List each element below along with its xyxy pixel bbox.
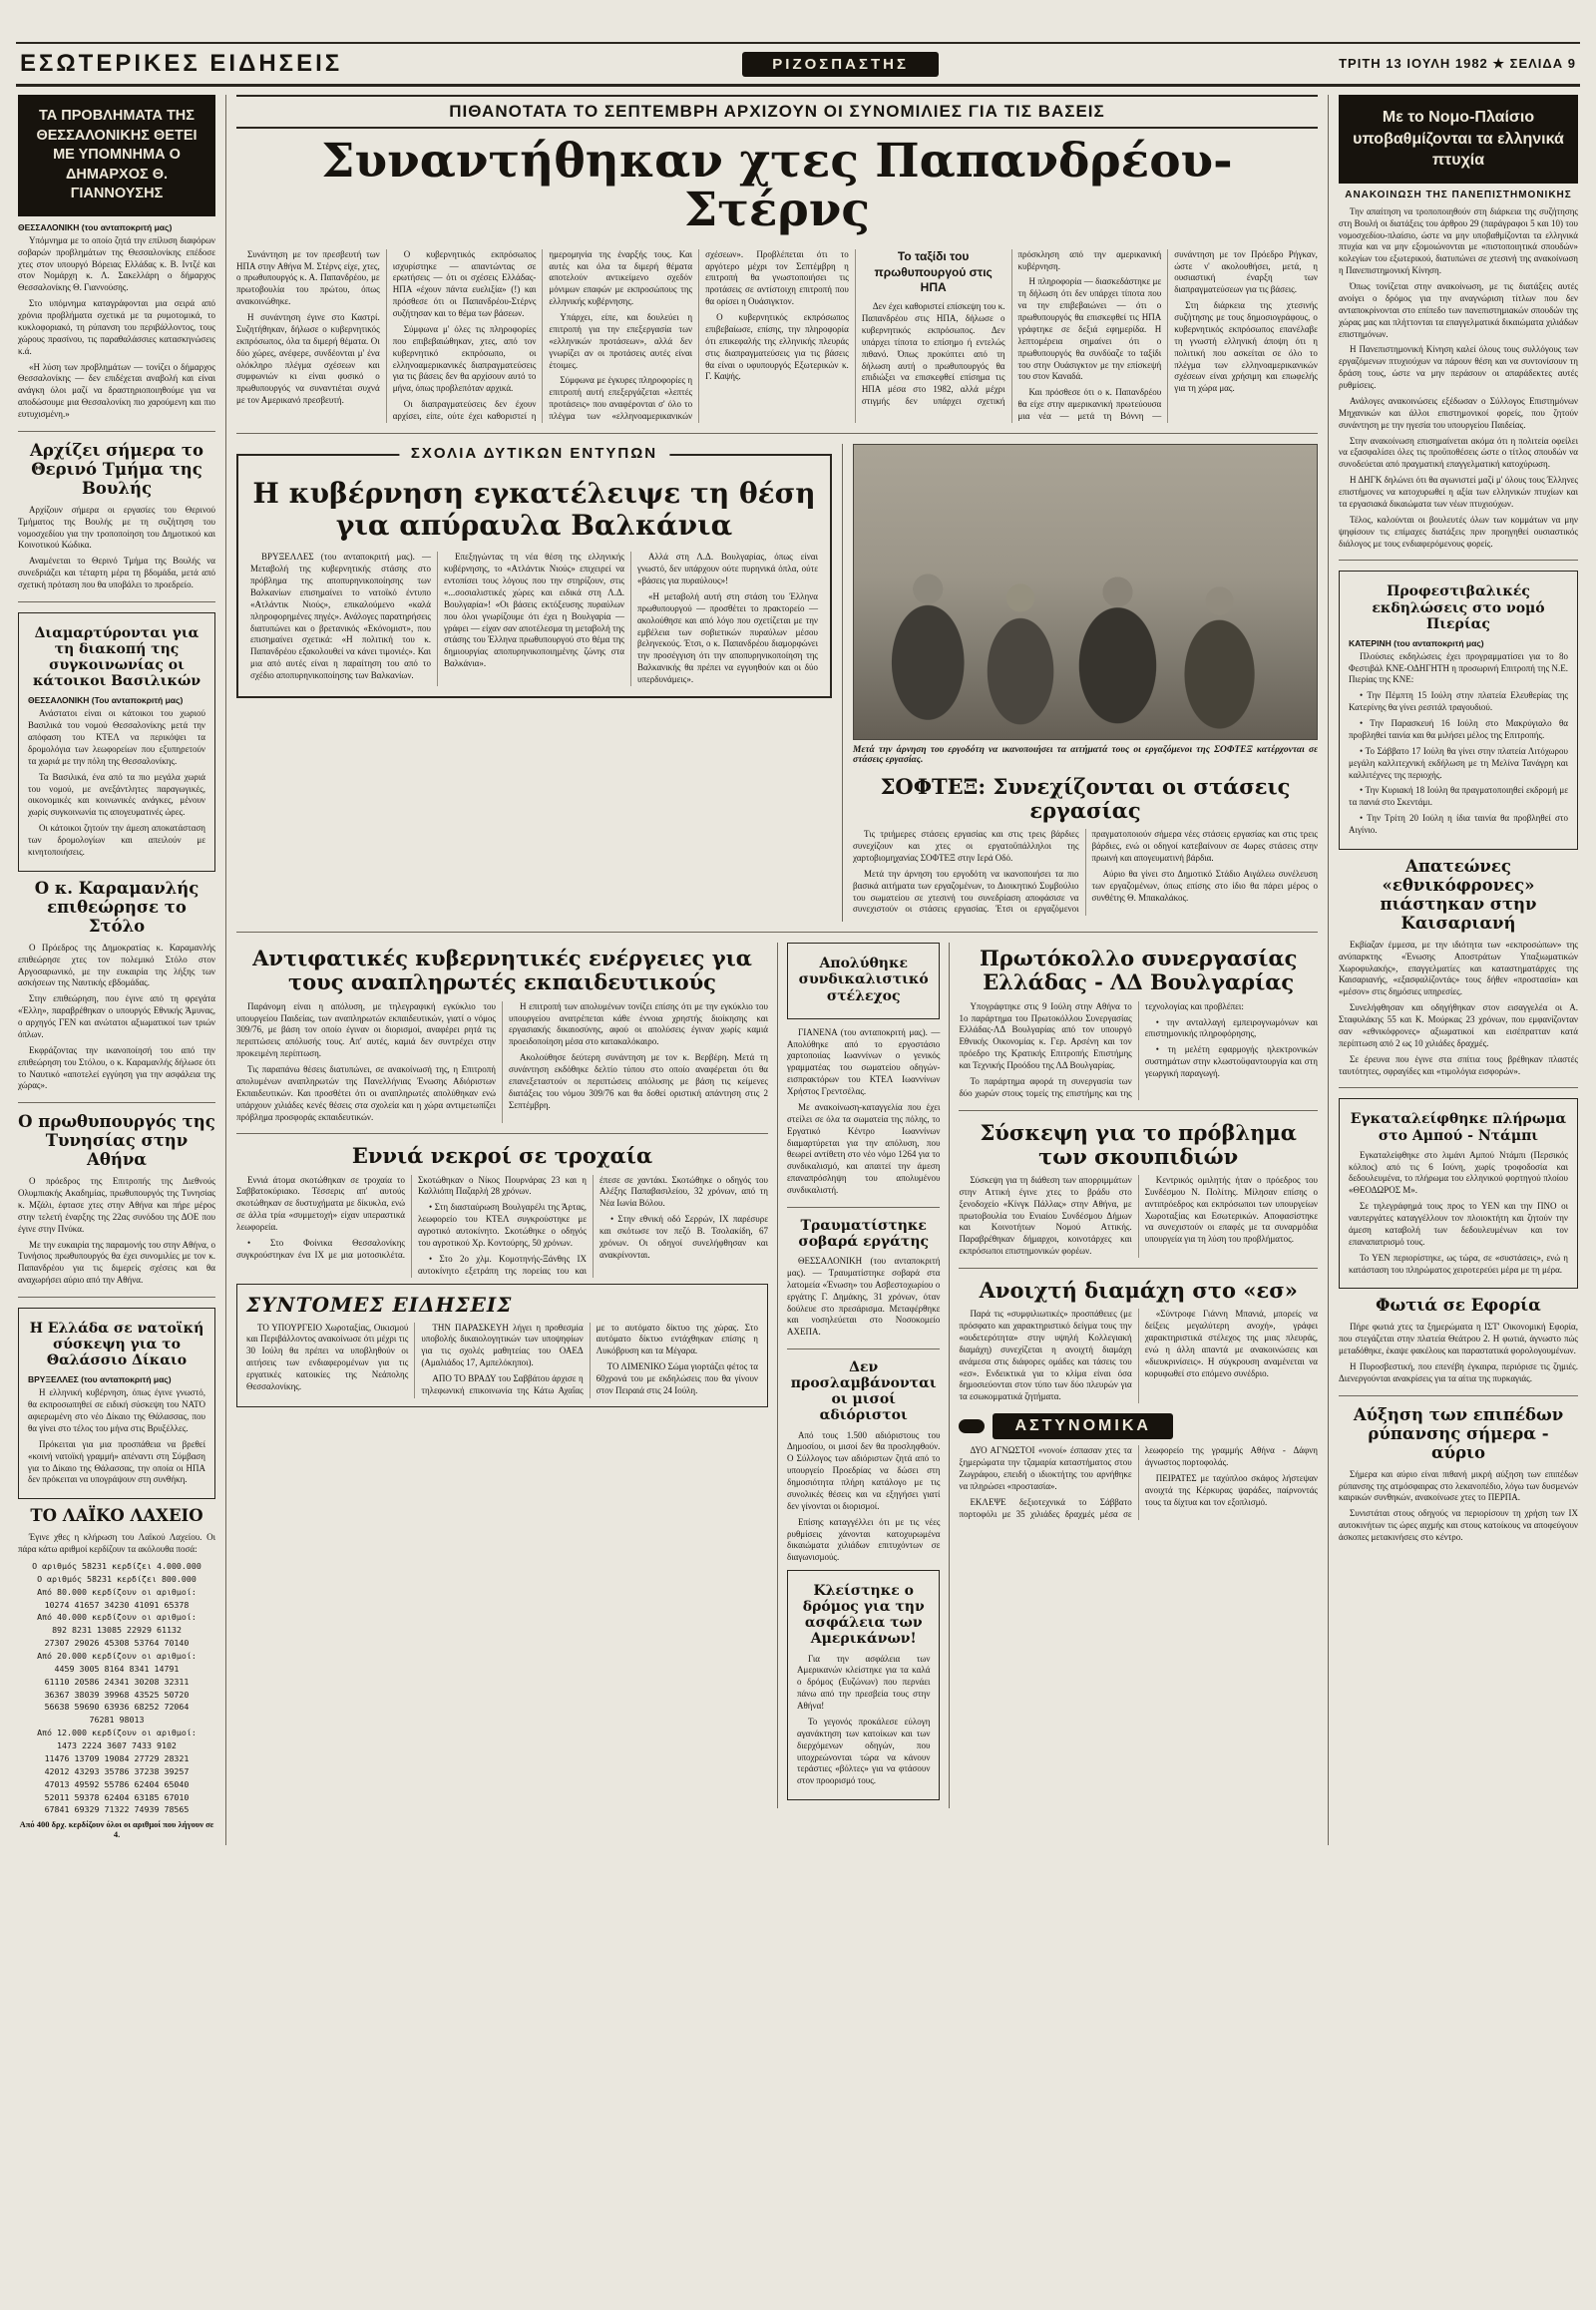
lottery-note: Από 400 δρχ. κερδίζουν όλοι οι αριθμοί που λήγουν σε 4. <box>19 1819 214 1840</box>
lottery-line: 56638 59690 63936 68252 72064 <box>44 1702 190 1713</box>
lottery-line: 10274 41657 34230 41091 65378 <box>44 1599 190 1610</box>
teachers-headline: Αντιφατικές κυβερνητικές ενέργειες για τους αναπληρωτές εκπαιδευτικούς <box>252 946 752 995</box>
paragraph: Η ελληνική κυβέρνηση, όπως έγινε γνωστό, θα εκπροσωπηθεί σε ειδική σύσκεψη του ΝΑΤΟ αφιερωμένη στο νέο Δίκαιο της Θάλασσας, που θα γίνει στο τέλος του μήνα στις Βρυξέλλες. <box>28 1387 205 1433</box>
paragraph: Επίσης καταγγέλλει ότι με τις νέες ρυθμίσεις χάνονται κατοχυρωμένα δικαιώματα χιλιάδων επιτυχόντων σε διαγωνισμούς. <box>787 1516 941 1563</box>
police-headline: ΑΣΤΥΝΟΜΙΚΑ <box>993 1413 1172 1439</box>
main-article-body <box>236 249 1318 423</box>
article-body <box>1349 651 1568 837</box>
paragraph: Έγινε χθες η κλήρωση του Λαϊκού Λαχείου. Οι πάρα κάτω αριθμοί κερδίζουν τα ακόλουθα ποσά: <box>18 1532 215 1555</box>
lottery-line: Από 12.000 κερδίζουν οι αριθμοί: <box>37 1728 197 1738</box>
paragraph: Με την ευκαιρία της παραμονής του στην Αθήνα, ο Τυνήσιος πρωθυπουργός θα έχει συνομιλίες με τον κ. Παπανδρέου για τις διμερείς σχέσεις και θα αναχωρήσει αύριο από την Αθήνα. <box>18 1239 215 1286</box>
lottery-line: 42012 43293 35786 37238 39257 <box>44 1765 190 1776</box>
article-body <box>236 1001 768 1124</box>
paragraph: Συνελήφθησαν και οδηγήθηκαν στον εισαγγελέα οι Α. Σταφυλάκης 55 και Κ. Μούρκας 23 χρόνων, που εμφανίζονταν σαν «εθνικόφρονες» αξιωματικοί και εισέπρατταν κατά περίπτωση από 2 ως 10 χιλιάδες δραχμές. <box>1339 1002 1578 1048</box>
paragraph: • την ανταλλαγή εμπειρογνωμόνων και επιστημονικής πληροφόρησης, <box>1144 1016 1318 1039</box>
police-items <box>959 1445 1318 1520</box>
lower-stack-right <box>950 943 1318 1808</box>
divider <box>18 431 215 432</box>
paragraph: Αλλά στη Λ.Δ. Βουλγαρίας, όπως είναι γνωστό, δεν υπάρχουν ούτε πυρηνικά όπλα, ούτε «βάσεις για πυραύλους»! <box>637 552 818 586</box>
paragraph: • Στη διασταύρωση Βουλγαρέλι της Άρτας, λεωφορείο του ΚΤΕΛ συγκρούστηκε με αγροτικό αυτοκίνητο. Σκοτώθηκε ο οδηγός του αγροτικού Χρ. Κοντούρης, 50 χρόνων. <box>418 1202 587 1248</box>
paragraph: Εννιά άτομα σκοτώθηκαν σε τροχαία το Σαββατοκύριακο. Τέσσερις απ' αυτούς σκοτώθηκαν σε δυστυχήματα με δίκυκλα, ενώ σε άλλα τρία «συμμετοχή» είχαν υπεραστικά λεωφορεία. <box>236 1174 405 1233</box>
lottery-line: 52011 59378 62404 63185 67010 <box>44 1791 190 1802</box>
fired-unionist-body <box>787 1027 940 1197</box>
article-vasilika <box>18 612 215 872</box>
paragraph: Την απαίτηση να τροποποιηθούν στη διάρκεια της συζήτησης στη Βουλή οι διατάξεις του άρθρου 29 (παράγραφοι 5 και 10) του νομοσχεδίου-πλαίσιο, ώστε να μην υποβαθμίζονται τα ελληνικά πτυχία και να μην εξομοιώνονται με «πιστοποιητικά σπουδών» κολεγίων του εξωτερικού, διατυπώνει σε χτεσινή της ανακοίνωση η Πανεπιστημονική Κίνηση. <box>1339 205 1578 276</box>
article-body <box>250 552 818 686</box>
divider <box>18 601 215 602</box>
paragraph: Αναμένεται το Θερινό Τμήμα της Βουλής να συνεδριάζει και τέταρτη μέρα τη βδομάδα, μετά από σχετική πρόταση που θα υποβάλει το προεδρείο. <box>18 556 215 590</box>
lower-stack-left <box>236 943 777 1808</box>
brief-news-items <box>246 1323 758 1399</box>
photo-caption: Μετά την άρνηση του εργοδότη να ικανοποιήσει τα αιτήματά τους οι εργαζόμενοι της ΣΟΦΤΕΞ κατέρχονται σε στάσεις εργασίας. <box>853 744 1318 765</box>
paragraph: Σήμερα και αύριο είναι πιθανή μικρή αύξηση των επιπέδων ρύπανσης της ατμόσφαιρας στο λεκανοπέδιο, λόγω των δυσμενών καιρικών συνθηκών, ανακοίνωσε χτες το ΠΕΡΠΑ. <box>1339 1468 1578 1503</box>
article-substitute-teachers <box>236 947 768 1123</box>
lower-stack-middle <box>777 943 950 1808</box>
divider <box>18 1297 215 1298</box>
article-bulgaria-protocol <box>959 947 1318 1099</box>
con-men-headline: Απατεώνες «εθνικόφρονες» πιάστηκαν στην Καισαριανή <box>1380 856 1537 933</box>
lottery-line: Από 80.000 κερδίζουν οι αριθμοί: <box>37 1586 197 1597</box>
mayor-memo-headline: ΤΑ ΠΡΟΒΛΗΜΑΤΑ ΤΗΣ ΘΕΣΣΑΛΟΝΙΚΗΣ ΘΕΤΕΙ ΜΕ ΥΠΟΜΝΗΜΑ Ο ΔΗΜΑΡΧΟΣ Θ. ΓΙΑΝΝΟΥΣΗΣ <box>18 95 215 216</box>
paragraph: Στη διάρκεια της χτεσινής συζήτησης με τους δημοσιογράφους, ο κυβερνητικός εκπρόσωπος επανέλαβε τη γνωστή ελληνική άποψη ότι η πολιτική που ασκείται σε όλο το πλέγμα των ελληνοαμερικανικών σχέσεων είναι χρήσιμη και επωφελής για τη χώρα μας. <box>1174 300 1318 394</box>
paragraph: Η συνάντηση έγινε στο Καστρί. Συζητήθηκαν, δήλωσε ο κυβερνητικός εκπρόσωπος, όλα τα διμερή θέματα. Οι δύο χώρες, ανέφερε, συνδέονται μ' ένα ολόκληρο πλέγμα σχέσεων και συμφωνιών κι είναι φυσικό ο πρωθυπουργός να συναντιέται συχνά με τον Αμερικανό πρεσβευτή. <box>236 312 380 406</box>
police-badge-icon <box>959 1419 985 1433</box>
article-closed-road <box>787 1570 940 1800</box>
fired-unionist-headline: Απολύθηκε συνδικαλιστικό στέλεχος <box>798 956 929 1004</box>
closed-road-headline: Κλείστηκε ο δρόμος για την ασφάλεια των Αμερικάνων! <box>802 1583 925 1648</box>
paragraph: Ο κυβερνητικός εκπρόσωπος επιβεβαίωσε, επίσης, την πληροφορία ότι επικεφαλής της ελληνικής πλευράς στις διαπραγματεύσεις για τις βάσεις θα είναι ο υφυπουργός Εξωτερικών κ. Γ. Καψής. <box>705 312 849 382</box>
paragraph: • Στο Φοίνικα Θεσσαλονίκης συγκρούστηκαν ένα ΙΧ με μια μοτοσικλέτα. Σκοτώθηκαν ο Νίκος Πουρνάρας 23 και η Καλλιόπη Παζαρλή 28 χρόνων. <box>236 1174 587 1260</box>
lottery-line: 1473 2224 3607 7433 9102 <box>57 1740 177 1751</box>
article-body <box>959 1175 1318 1258</box>
article-open-dispute <box>959 1279 1318 1403</box>
lottery-line: 11476 13709 19084 27729 28321 <box>44 1752 190 1763</box>
paragraph: Συνιστάται στους οδηγούς να περιορίσουν τη χρήση των ΙΧ αυτοκινήτων τις ώρες αιχμής και στους κατοίκους να αποφεύγουν άσκοπες μετακινήσεις στο κέντρο. <box>1339 1508 1578 1542</box>
paragraph: Από τους 1.500 αδιόριστους του Δημοσίου, οι μισοί δεν θα προσληφθούν. Ο Σύλλογος των αδιόριστων ζητά από το υπουργείο Προεδρίας να δώσει στη δημοσιότητα πλήρη κατάλογο με τις συνολικές θέσεις και να εξηγήσει γιατί δεν γίνονται οι διορισμοί. <box>787 1429 941 1511</box>
law-framework-announce: ΑΝΑΚΟΙΝΩΣΗ ΤΗΣ ΠΑΝΕΠΙΣΤΗΜΟΝΙΚΗΣ <box>1345 189 1572 200</box>
main-body-part-a <box>236 249 849 423</box>
divider <box>787 1348 940 1349</box>
paragraph: Τέλος, καλούνται οι βουλευτές όλων των κομμάτων να μην ψηφίσουν τις επίμαχες διατάξεις πριν προηγηθεί ουσιαστικός διάλογος με τους ενδιαφερόμενους φορείς. <box>1339 514 1578 549</box>
article-nine-dead-crashes <box>236 1144 768 1277</box>
paragraph: Τα Βασιλικά, ένα από τα πιο μεγάλα χωριά του νομού, με ανεξάντλητες παραγωγικές, οικονομικές και κοινωνικές ανάγκες, μένουν χωρίς συγκοινωνία τις απογευματινές ώρες. <box>28 771 205 818</box>
article-body <box>797 1654 930 1788</box>
paragraph: Η Πυροσβεστική, που επενέβη έγκαιρα, περιόρισε τις ζημιές. Διενεργούνται ανακρίσεις για τα αίτια της πυρκαγιάς. <box>1339 1360 1578 1383</box>
lottery-headline: ΤΟ ΛΑΪΚΟ ΛΑΧΕΙΟ <box>30 1506 203 1526</box>
paragraph: Αρχίζουν σήμερα οι εργασίες του Θερινού Τμήματος της Βουλής με τη συζήτηση του νομοσχεδίου για την τροποποίηση του Δημοτικού και Κοινοτικού Κώδικα. <box>18 504 215 551</box>
lottery-line: Από 40.000 κερδίζουν οι αριθμοί: <box>37 1612 197 1623</box>
paragraph: Το παράρτημα αφορά τη συνεργασία των δύο χωρών στους τομείς της επιστήμης και της τεχνολογίας και προβλέπει: <box>959 1000 1244 1098</box>
divider <box>959 1110 1318 1111</box>
lottery-line: Ο αριθμός 58231 κερδίζει 800.000 <box>37 1573 197 1584</box>
article-injured-worker <box>787 1218 940 1339</box>
sea-law-headline: Η Ελλάδα σε νατοϊκή σύσκεψη για το Θαλάσσιο Δίκαιο <box>29 1321 204 1369</box>
not-hired-headline: Δεν προσλαμβάνονται οι μισοί αδιόριστοι <box>790 1359 937 1424</box>
paragraph: Ανάλογες ανακοινώσεις εξέδωσαν ο Σύλλογος Επιστημόνων Μηχανικών και άλλοι επιστημονικοί φορείς, που ζητούν συνάντηση με την ηγεσία του υπουργείου Παιδείας. <box>1339 395 1578 430</box>
open-dispute-headline: Ανοιχτή διαμάχη στο «εσ» <box>979 1278 1298 1304</box>
paragraph: Δεν έχει καθοριστεί επίσκεψη του κ. Παπανδρέου στις ΗΠΑ, δήλωσε ο κυβερνητικός εκπρόσωπος. Δεν υπάρχει τίποτα το επίσημο ή εντελώς πιθανό. Όπως προκύπτει από τη δήλωση αυτή ο πρωθυπουργός θα επιδιώξει να επισκεφθεί επίσημα τις ΗΠΑ μέσα στο 1982, αλλά μέχρι στιγμής δεν υπάρχει σχετική πρόσκληση από την αμερικανική κυβέρνηση. <box>861 248 1162 407</box>
paragraph: Όπως τονίζεται στην ανακοίνωση, με τις διατάξεις αυτές ανοίγει ο δρόμος για την αναγνώριση τίτλων που δεν ανταποκρίνονται στο επίπεδο των πανεπιστημιακών σπουδών της χώρας μας και πλήττονται τα επαγγελματικά δικαιώματα χιλιάδων επιστημόνων. <box>1339 281 1578 339</box>
article-law-framework <box>1339 95 1578 550</box>
paragraph: Πρόκειται για μια προσπάθεια να βρεθεί «κοινή νατοϊκή γραμμή» απέναντι στη Σύμβαση για το Δίκαιο της Θάλασσας, την οποία οι ΗΠΑ δεν πρόκειται να υπογράψουν στη συνθήκη. <box>28 1438 205 1485</box>
article-sea-law <box>18 1308 215 1499</box>
police-item: ΠΕΙΡΑΤΕΣ με ταχύπλοο σκάφος λήστεψαν ανοιχτά της Κέρκυρας ψαράδες, παίρνοντάς τους τα δίχτυα και τον εξοπλισμό. <box>1144 1472 1318 1507</box>
fleet-headline: Ο κ. Καραμανλής επιθεώρησε το Στόλο <box>34 878 200 936</box>
article-abandoned-crew <box>1339 1098 1578 1289</box>
main-headline: Συναντήθηκαν χτες Παπανδρέου-Στέρνς <box>321 134 1233 238</box>
divider <box>236 932 1318 933</box>
vasilika-headline: Διαμαρτύρονται για τη διακοπή της συγκοινωνίας οι κάτοικοι Βασιλικών <box>32 624 201 690</box>
paragraph: Εγκαταλείφθηκε στο λιμάνι Αμπού Ντάμπι (Περσικός κόλπος) από τις 6 Ιούνη, χωρίς τροφοδοσία και δεδουλευμένα, το πλήρωμα του ελληνικού φορτηγού πλοίου «ΘΕΟΔΩΡΟΣ Μ». <box>1349 1149 1568 1196</box>
article-body <box>1339 940 1578 1078</box>
divider <box>236 1133 768 1134</box>
paragraph: Υπόμνημα με το οποίο ζητά την επίλυση διαφόρων σοβαρών προβλημάτων της Θεσσαλονίκης επέδοσε χτες στον υπουργό Βόρειας Ελλάδας κ. Β. Ιντζέ και στον Νομάρχη κ. Λ. Σακελλάρη ο δήμαρχος Θεσσαλονίκης Θ. Γιαννούσης. <box>18 234 215 293</box>
softex-strike-photo <box>853 444 1318 740</box>
parliament-headline: Αρχίζει σήμερα το Θερινό Τμήμα της Βουλής <box>30 440 203 498</box>
photo-column <box>842 444 1318 922</box>
lottery-line: 47013 49592 55786 62404 65040 <box>44 1778 190 1789</box>
paragraph: Κεντρικός ομιλητής ήταν ο πρόεδρος του Συνδέσμου Ν. Πολίτης. Μίλησαν επίσης ο αντιπρόεδρος και εκπρόσωποι των υπουργείων Χωροταξίας και Εσωτερικών. Αποφασίστηκε να συνεχιστούν οι επαφές με τα συναρμόδια υπουργεία για τη λύση του προβλήματος. <box>1144 1174 1318 1245</box>
page-dateline: ΤΡΙΤΗ 13 ΙΟΥΛΗ 1982 ★ ΣΕΛΙΔΑ 9 <box>1339 56 1576 71</box>
lottery-line: 61110 20586 24341 30208 32311 <box>44 1676 190 1687</box>
lottery-line: Από 20.000 κερδίζουν οι αριθμοί: <box>37 1651 197 1662</box>
divider <box>787 1207 940 1208</box>
divider <box>959 1268 1318 1269</box>
subhead-us-trip: Το ταξίδι του πρωθυπουργού στις ΗΠΑ <box>874 248 993 295</box>
article-mayor-memo <box>18 95 215 421</box>
paragraph: Στην επιθεώρηση, που έγινε από τη φρεγάτα «Έλλη», παραβρέθηκαν ο υπουργός Εθνικής Άμυνας, ο αρχηγός ΓΕΝ και ανώτατοι αξιωματικοί των τριών όπλων. <box>18 993 215 1039</box>
dateline: ΘΕΣΣΑΛΟΝΙΚΗ (του ανταποκριτή μας) <box>18 221 173 232</box>
article-con-men <box>1339 858 1578 1078</box>
center-column <box>225 95 1329 1845</box>
article-tax-office-fire <box>1339 1297 1578 1384</box>
divider <box>1339 1395 1578 1396</box>
page-header <box>16 42 1580 87</box>
article-body <box>18 235 215 421</box>
lottery-line: Ο αριθμός 58231 κερδίζει 4.000.000 <box>32 1561 201 1572</box>
lottery-line: 36367 38039 39968 43525 50720 <box>44 1689 190 1700</box>
paragraph: Η ΔΗΓΚ δηλώνει ότι θα αγωνιστεί μαζί μ' όλους τους Έλληνες επιστήμονες να κατοχυρωθεί η αξία των ελληνικών πτυχίων και τα εργασιακά δικαιώματα των νέων πτυχιούχων. <box>1339 475 1578 509</box>
garbage-headline: Σύσκεψη για το πρόβλημα των σκουπιδιών <box>980 1119 1297 1169</box>
paragraph: Η επιτροπή των απολυμένων τονίζει επίσης ότι με την εγκύκλιο του υπουργείου ανατρέπεται κάθε έννοια χρηστής διοίκησης και εργασιακής δικαιοσύνης, αφού οι απολύσεις έγιναν χωρίς καμιά προειδοποίηση μέσα στο κατακαλόκαιρο. <box>509 1000 768 1047</box>
article-body <box>18 943 215 1093</box>
article-garbage-meeting <box>959 1121 1318 1258</box>
article-body <box>1339 1469 1578 1544</box>
news-photo-figure <box>853 444 1318 765</box>
article-body <box>28 708 205 859</box>
paragraph: Οι κάτοικοι ζητούν την άμεση αποκατάσταση των δρομολογίων και απειλούν με κινητοποιήσεις. <box>28 823 205 857</box>
paragraph: Με ανακοίνωση-καταγγελία που έχει στείλει σε όλα τα σωματεία της πόλης, το Εργατικό Κέντρο Ιωαννίνων διαμαρτύρεται για την απόλυση, που θεωρεί αντίθετη στο νέο νόμο 1264 για το συνδικαλισμό, και απαιτεί την άμεση επαναπρόσληψη του απολυμένου συνδικαλιστή. <box>787 1101 941 1195</box>
lottery-numbers-table <box>18 1560 215 1816</box>
paragraph: Παρά τις «συμφιλιωτικές» προσπάθειες (με πρόσφατο και χαρακτηριστικό δείγμα τους την «ουδετερότητα» στην υψηλή Κολλεγιακή διαμάχη) συνεχίζεται η ανοιχτή διαμάχη ανάμεσα στις διάφορες ομάδες και τάσεις του «εσ». Ενδεικτικά για το κλίμα είναι όσα δημοσιεύονται στον τύπο των δύο πλευρών για τα εσωκομματικά ζητήματα. <box>959 1309 1132 1402</box>
abandoned-crew-headline: Εγκαταλείφθηκε πλήρωμα στο Αμπού - Ντάμπι <box>1350 1111 1567 1144</box>
paragraph: Σύμφωνα με έγκυρες πληροφορίες η επιτροπή αυτή επεξεργάζεται «λεπτές προτάσεις» που αναφέρονται σ' όλο το πλέγμα των «ελληνοαμερικανικών σχέσεων». Προβλέπεται ότι το αργότερο μέχρι τον Σεπτέμβρη η επιτροπή θα γνωστοποιήσει τις προτάσεις σε αντίστοιχη επιτροπή που θα ορίσει η Ουάσιγκτον. <box>549 248 849 422</box>
lottery-line: 76281 98013 <box>89 1715 145 1726</box>
paragraph: Ο πρόεδρος της Επιτροπής της Διεθνούς Ολυμπιακής Ακαδημίας, πρωθυπουργός της Τυνησίας κ. Μζάλι, έφτασε χτες στην Αθήνα και πήρε μέρος στην τελετή έναρξης της 22ας συνόδου της ΔΟΕ που έγινε στην Πνύκα. <box>18 1176 215 1234</box>
center-row-lower <box>236 943 1318 1808</box>
paragraph: ΒΡΥΞΕΛΛΕΣ (του ανταποκριτή μας). — Μεταβολή της κυβερνητικής στάσης στο πρόβλημα της αποπυρηνικοποίησης των Βαλκανίων επισημαίνει το νατοϊκό έντυπο «Ατλάντικ Νιούς», επικαλούμενο «καλά πληροφορημένες πηγές». Ανάλογες παρατηρήσεις διατυπώνει και ο βρετανικός «Εκόνομιστ», που επισημαίνει σχετικά: «Η πολιτική του κ. Παπανδρέου εξακολουθεί να κάνει τιμονιές». Και μια από αυτές είναι η παραίτηση του από το σχέδιο αποπυρηνικοποίησης των Βαλκανίων. <box>250 552 431 681</box>
paragraph: Η πληροφορία — διασκεδάστηκε με τη δήλωση ότι δεν υπάρχει τίποτα που να την επιβεβαιώνει — ότι ο πρωθυπουργός θα επισκεφθεί τις ΗΠΑ γράφτηκε σε δεξιά εφημερίδα. Η λεπτομέρεια σημαίνει ότι ο πρωθυπουργός θα συνδύαζε το ταξίδι του στην Ουάσιγκτον με την επίσκεψή του στον Καναδά. <box>1017 276 1162 382</box>
dateline: ΘΕΣΣΑΛΟΝΙΚΗ (Του ανταποκριτή μας) <box>28 695 184 706</box>
paragraph: ΓΙΑΝΕΝΑ (του ανταποκριτή μας). — Απολύθηκε από το εργοστάσιο χαρτοποιίας Ιωαννίνων ο γενικός γραμματέας του σωματείου οδηγών-εισπρακτόρων του ΚΤΕΛ Ιωαννίνων Χρήστος Γρεντσέλας. <box>787 1026 941 1096</box>
tunisia-headline: Ο πρωθυπουργός της Τυνησίας στην Αθήνα <box>18 1112 215 1170</box>
article-body <box>18 505 215 591</box>
paragraph: Επεξηγώντας τη νέα θέση της ελληνικής κυβέρνησης, το «Ατλάντικ Νιούς» επιχειρεί να εντοπίσει τους λόγους που την στηρίζουν, στις «...σοσιαλιστικές χώρες και ειδικά στη Λ.Δ. Βουλγαρία»! «Οι βάσεις εκτόξευσης πυραύλων που όλοι γνωρίζουμε ότι έχει η Βουλγαρία — γράφει — είχαν σαν αποτέλεσμα τη μεταβολή της στάσης του Έλληνα πρωθυπουργού στο θέμα της δημιουργίας αποπυρηνικοποιημένης ζώνης στα Βαλκάνια». <box>444 552 624 669</box>
paragraph: Ακολούθησε δεύτερη συνάντηση με τον κ. Βερβέρη. Μετά τη συνάντηση εκδόθηκε δελτίο τύπου στο οποίο αναφέρεται ότι θα επανεξεταστούν οι περιπτώσεις απόλυσης με βάση τις κείμενες διατάξεις του νόμου 309/76 και θα δοθεί οριστική απάντηση στις 2 Σεπτέμβρη. <box>509 1052 768 1110</box>
softex-headline: ΣΟΦΤΕΞ: Συνεχίζονται οι στάσεις εργασίας <box>880 773 1291 824</box>
law-framework-headline: Με το Νομο-Πλαίσιο υποβαθμίζονται τα ελληνικά πτυχία <box>1339 95 1578 184</box>
nine-dead-headline: Εννιά νεκροί σε τροχαία <box>351 1143 653 1169</box>
injured-worker-headline: Τραυματίστηκε σοβαρά εργάτης <box>798 1217 930 1250</box>
left-column <box>16 95 225 1845</box>
paragraph: Το ΥΕΝ περιορίστηκε, ως τώρα, σε «συστάσεις», ενώ η κατάσταση του πληρώματος χειροτερεύει μέρα με τη μέρα. <box>1349 1252 1568 1275</box>
western-press-column <box>236 444 842 922</box>
article-lottery <box>18 1507 215 1839</box>
paragraph: Οι διαπραγματεύσεις δεν έχουν αρχίσει, είπε, ούτε έχει καθοριστεί η ημερομηνία της έναρξής τους. Και αυτές και όλα τα διμερή θέματα αποτελούν αντικείμενο σχεδόν μόνιμων επαφών με εκπροσώπους της ελληνικής κυβέρνησης. <box>392 248 693 422</box>
police-item: ΕΚΛΕΨΕ δεξιοτεχνικά το Σάββατο πορτοφόλι με 35 χιλιάδες δραχμές μέσα σε λεωφορείο της γραμμής Αθήνα - Δάφνη άγνωστος πορτοφολάς. <box>959 1445 1318 1519</box>
tax-fire-headline: Φωτιά σε Εφορία <box>1376 1296 1541 1316</box>
paragraph: • Την Κυριακή 18 Ιούλη θα πραγματοποιηθεί εκδρομή με τα πανιά στο Σκεντάμι. <box>1349 785 1568 808</box>
paragraph: Τις παραπάνω θέσεις διατυπώνει, σε ανακοίνωσή της, η Επιτροπή απολυμένων αναπληρωτών της Πανελλήνιας Ένωσης Αδιόριστων Εκπαιδευτικών. Και προσθέτει ότι οι αναπληρωτές απολύθηκαν ενώ υπάρχουν χιλιάδες κενές θέσεις στα σχολεία και η χώρα αντιμετωπίζει πρόβλημα προσφοράς εκπαιδευτικών. <box>236 1064 496 1122</box>
article-pollution-levels <box>1339 1406 1578 1544</box>
lottery-line: 27307 29026 45308 53764 70140 <box>44 1638 190 1649</box>
lottery-line: 4459 3005 8164 8341 14791 <box>54 1663 180 1674</box>
paragraph: Πήρε φωτιά χτες τα ξημερώματα η ΙΣΤ' Οικονομική Εφορία, που στεγάζεται στην πλατεία Θεάτρου 2. Η φωτιά, άγνωστο πώς μεταδόθηκε, έκαψε φακέλους και παραστατικά φορολογουμένων. <box>1339 1322 1578 1356</box>
article-tunisia-pm <box>18 1113 215 1287</box>
masthead-title: ΡΙΖΟΣΠΑΣΤΗΣ <box>742 52 939 77</box>
western-press-headline: Η κυβέρνηση εγκατέλειψε τη θέση για απύραυλα Βαλκάνια <box>252 476 816 543</box>
section-title: ΕΣΩΤΕΡΙΚΕΣ ΕΙΔΗΣΕΙΣ <box>20 50 343 77</box>
paragraph: Συνάντηση με τον πρεσβευτή των ΗΠΑ στην Αθήνα Μ. Στέρνς είχε, χτες, ο πρωθυπουργός κ. Α. Παπανδρέου, με πρωτοβουλία του πρώτου, όπως ανακοινώθηκε. <box>236 248 380 307</box>
article-softex-strike <box>853 775 1318 916</box>
divider <box>1339 1087 1578 1088</box>
lottery-line: 892 8231 13085 22929 61132 <box>52 1625 182 1636</box>
right-column <box>1329 95 1580 1845</box>
pollution-headline: Αύξηση των επιπέδων ρύπανσης σήμερα - αύριο <box>1353 1404 1564 1462</box>
paragraph: • Την Τρίτη 20 Ιούλη η ίδια ταινία θα προβληθεί στο Αιγίνιο. <box>1349 813 1568 836</box>
paragraph: Υπάρχει, είπε, και δουλεύει η επιτροπή για την επεξεργασία των «ελληνικών προτάσεων», αλλά δεν γνωρίζει αν οι προτάσεις αυτές είναι έτοιμες. <box>549 312 693 370</box>
article-body <box>853 829 1318 916</box>
article-papandreou-sterns <box>236 95 1318 423</box>
paragraph: Τις τριήμερες στάσεις εργασίας και στις τρεις βάρδιες συνεχίζουν και χτες οι εργατοϋπάλληλοι της χαρτοβιομηχανίας ΣΟΦΤΕΞ στην Ιερά Οδό. <box>853 829 1079 863</box>
brief-news-item: ΤΟ ΛΙΜΕΝΙΚΟ Σώμα γιορτάζει φέτος τα 60χρονά του με εκδηλώσεις που θα γίνουν στον Πειραιά στις 24 Ιούλη. <box>596 1361 758 1395</box>
paragraph: • Το Σάββατο 17 Ιούλη θα γίνει στην πλατεία Λιτόχωρου μεγάλη καλλιτεχνική εκδήλωση με τη Μελίνα Τανάγρη και καλλιτέχνες της περιοχής. <box>1349 745 1568 780</box>
protocol-headline: Πρωτόκολλο συνεργασίας Ελλάδας - ΛΔ Βουλγαρίας <box>980 946 1298 995</box>
paragraph: • Στην εθνική οδό Σερρών, ΙΧ παρέσυρε και σκότωσε τον πεζό Β. Τσολακίδη, 67 χρόνων. Οι οδηγοί συνελήφθησαν και ανακρίνονται. <box>599 1214 768 1260</box>
paragraph: Υπογράφτηκε στις 9 Ιούλη στην Αθήνα το 1ο παράρτημα του Πρωτοκόλλου Συνεργασίας Ελλάδας-ΛΔ Βουλγαρίας από τον υπουργό Εθνικής Οικονομίας κ. Γερ. Αρσένη και τον πρόεδρο της Κρατικής Επιτροπής Επιστήμης και Τεχνικής Προόδου της ΛΔ Βουλγαρίας. <box>959 1000 1132 1070</box>
police-item: ΔΥΟ ΑΓΝΩΣΤΟΙ «νονοί» έσπασαν χτες τα ξημερώματα την τζαμαρία καταστήματος στου Ζωγράφου, επειδή ο ιδιοκτήτης του αρνήθηκε να πληρώσει «προστασία». <box>959 1445 1132 1491</box>
article-body <box>787 1430 940 1565</box>
dateline: ΒΡΥΞΕΛΛΕΣ (του ανταποκριτή μας) <box>28 1374 172 1385</box>
article-parliament <box>18 442 215 591</box>
article-body <box>959 1309 1318 1403</box>
article-body <box>959 1001 1318 1100</box>
paragraph: Ο Πρόεδρος της Δημοκρατίας κ. Καραμανλής επιθεώρησε χτες τον πολεμικό Στόλο στον Αργοσαρωνικό, με την ευκαιρία της λήξης των ασκήσεων της Ναυτικής εβδομάδας. <box>18 942 215 988</box>
paragraph: Και πρόσθεσε ότι ο κ. Παπανδρέου θα είχε στην αμερικανική πρωτεύουσα μια νέα — μετά τη Βόννη — συνάντηση με τον Πρόεδρο Ρήγκαν, ώστε ν' ακολουθήσει, μετά, η ουσιαστική έναρξη των διαπραγματεύσεων για τις βάσεις. <box>1017 248 1318 422</box>
paragraph: Σύσκεψη για τη διάθεση των απορριμμάτων στην Αττική έγινε χτες το βράδυ στο ξενοδοχείο «Κίνγκ Πάλλας» στην Αθήνα, με πρωτοβουλία του Ενιαίου Συνδέσμου Δήμων και Κοινοτήτων Νομού Αττικής. Παραβρέθηκαν δήμαρχοι, κοινοτάρχες και εκπρόσωποι επιστημονικών φορέων. <box>959 1174 1132 1257</box>
paragraph: «Η μεταβολή αυτή στη στάση του Έλληνα πρωθυπουργού — προσθέτει το πρακτορείο — ακολούθησε και από λόγο που σχετίζεται με την εμβέλεια των σοβιετικών πυραύλων μέσου βεληνεκούς. Έτσι, ο κ. Παπανδρέου διαμορφώνει την προσέγγιση ότι την αποπυρηνικοποίηση της Βαλκανικής θα πρέπει να εγγυηθούν και οι δύο υπερδυνάμεις». <box>637 590 818 685</box>
paragraph: Στην ανακοίνωση επισημαίνεται ακόμα ότι η πολιτεία οφείλει να εξασφαλίσει όλες τις προϋποθέσεις ώστε ο τίτλος σπουδών να συνοδεύεται από πραγματική επαγγελματική κατοχύρωση. <box>1339 435 1578 470</box>
article-body <box>236 1175 768 1278</box>
paragraph: «Η λύση των προβλημάτων — τονίζει ο δήμαρχος Θεσσαλονίκης — δεν επιδέχεται αναβολή και είναι ανάγκη όλοι μαζί να δραστηριοποιηθούμε για να αποδώσουμε μια Θεσσαλονίκη πιο χαρούμενη και πιο ευτυχισμένη.» <box>18 361 215 420</box>
paragraph: Εκφράζοντας την ικανοποίησή του από την επιθεώρηση του Στόλου, ο κ. Καραμανλής δήλωσε ότι το Ναυτικό «αποτελεί εγγύηση για την ασφάλεια της χώρας». <box>18 1044 215 1091</box>
article-festival-events <box>1339 571 1578 850</box>
paragraph: «Σύντροφε Γιάννη Μπανιά, μπορείς να δείξεις μεγαλύτερη ανοχή», γράφει χαρακτηριστικά στέλεχος της μιας πλευράς, ενώ η άλλη απαντά με ανακοινώσεις και «διευκρινίσεις». Η σύγκρουση αναμένεται να κορυφωθεί στο επόμενο συνέδριο. <box>1144 1309 1318 1378</box>
brief-news-box <box>236 1284 768 1408</box>
article-body <box>1339 1322 1578 1384</box>
paragraph: • Στο 2ο χλμ. Κομοτηνής-Ξάνθης ΙΧ αυτοκίνητο εξετράπη της πορείας του και έπεσε σε χαντάκι. Σκοτώθηκε ο οδηγός του Αλέξης Παπαβασιλείου, 32 χρόνων, από τη Νέα Ιωνία Βόλου. <box>418 1174 768 1276</box>
paragraph: Σε τηλεγράφημά τους προς το ΥΕΝ και την ΠΝΟ οι ναυτεργάτες καταγγέλλουν τον πλοιοκτήτη και ζητούν την άμεση καταβολή των δεδουλευμένων και τον επαναπατρισμό τους. <box>1349 1201 1568 1247</box>
lottery-intro <box>18 1532 215 1556</box>
article-western-press <box>236 444 832 698</box>
article-body <box>787 1256 940 1339</box>
article-body <box>1339 206 1578 551</box>
paragraph: • Την Παρασκευή 16 Ιούλη στο Μακρύγιαλο θα προβληθεί ταινία και θα μιλήσει μέλος της Επιτροπής. <box>1349 718 1568 740</box>
paragraph: Εκβίαζαν έμμεσα, με την ιδιότητα των «εκπροσώπων» της ανύπαρκτης «Ένωσης Αποστράτων Υπαξιωματικών Χωροφυλακής», επαγγελματίες και καταστηματάρχες της Καισαριανής, «εξασφαλίζοντάς» τους δήθεν «προστασία» και «μέσον» στις δημόσιες υπηρεσίες. <box>1339 939 1578 997</box>
article-body <box>28 1387 205 1486</box>
paragraph: Σε έρευνα που έγινε στα σπίτια τους βρέθηκαν πλαστές ταυτότητες, σφραγίδες και «τιμολόγια εισφορών». <box>1339 1053 1578 1076</box>
paragraph: Αύριο θα γίνει στο Δημοτικό Στάδιο Αιγάλεω συνέλευση των εργαζομένων, όπως επίσης στο ίδιο θα πάρει μέρος ο συνθέτης Θ. Μπακαλάκος. <box>1091 868 1318 903</box>
paragraph: Παράνομη είναι η απόλυση, με τηλεγραφική εγκύκλιο του υπουργείου Παιδείας, των αναπληρωτών εκπαιδευτικών, γιατί ο νόμος 309/76, με βάση τον οποίο έγιναν οι διορισμοί, αναφέρει ρητά τις περιπτώσεις απόλυσής τους. Απ' αυτές, καμιά δεν συντρέχει στην προκειμένη περίπτωση. <box>236 1000 496 1059</box>
paragraph: • τη μελέτη εφαρμογής ηλεκτρονικών συστημάτων στην κλωστοϋφαντουργία και στη γεωργική παραγωγή. <box>1144 1044 1318 1078</box>
paragraph: Ανάστατοι είναι οι κάτοικοι του χωριού Βασιλικά του νομού Θεσσαλονίκης μετά την απόφαση του ΚΤΕΛ να περικόψει τα δρομολόγια των λεωφορείων που εξυπηρετούν τα χωριά με την πόλη της Θεσσαλονίκης. <box>28 708 205 766</box>
brief-news-item: ΤΗΝ ΠΑΡΑΣΚΕΥΗ λήγει η προθεσμία υποβολής δικαιολογητικών των υποψηφίων για τις σχολές μαθητείας του ΟΑΕΔ (Αμαλιάδος 17, Αμπελόκηποι). <box>421 1322 584 1368</box>
brief-news-headline: ΣΥΝΤΟΜΕΣ ΕΙΔΗΣΕΙΣ <box>246 1292 513 1317</box>
brief-news-item: ΑΠΟ ΤΟ ΒΡΑΔΥ του Σαββάτου άρχισε η τηλεφωνική επικοινωνία της Κάτω Αχαΐας με το αυτόματο δίκτυο της χώρας. Στο αυτόματο δίκτυο εντάχθηκαν επίσης η Λυκόβρυση και τα Μέγαρα. <box>421 1322 758 1395</box>
article-body <box>1349 1150 1568 1277</box>
paragraph: Η Πανεπιστημονική Κίνηση καλεί όλους τους συλλόγους των εργαζόμενων πτυχιούχων να πάρουν θέση και να συντονίσουν τη δράση τους, ώστε να μην περάσουν οι απαράδεκτες αυτές ρυθμίσεις. <box>1339 344 1578 391</box>
paragraph: Για την ασφάλεια των Αμερικανών κλείστηκε για τα καλά ο δρόμος (Ευζώνων) που περνάει πάνω από την πρεσβεία τους στην Αθήνα! <box>797 1653 931 1712</box>
article-fleet-review <box>18 880 215 1092</box>
paragraph: Το γεγονός προκάλεσε εύλογη αγανάκτηση των κατοίκων και των διερχόμενων οδηγών, που υποχρεώνονται τώρα να κάνουν τεράστιες «βόλτες» για να φτάσουν στον προορισμό τους. <box>797 1716 931 1786</box>
festival-headline: Προφεστιβαλικές εκδηλώσεις στο νομό Πιερίας <box>1372 583 1545 632</box>
paragraph: Ο κυβερνητικός εκπρόσωπος ισχυρίστηκε — απαντώντας σε ερωτήσεις — ότι οι σχέσεις Ελλάδας-ΗΠΑ «έχουν πάντα ευελιξία» (!) και πρόσθεσε ότι οι Παπανδρέου-Στέρνς συζήτησαν και το θέμα των βάσεων. <box>392 248 537 319</box>
paragraph: Στο υπόμνημα καταγράφονται μια σειρά από χρόνια προβλήματα σχετικά με τα ρυμοτομικά, το κυκλοφοριακό, τη ρύπανση του περιβάλλοντος, τους χώρους πρασίνου, τις παραθαλάσσιες κατασκηνώσεις κ.ά. <box>18 298 215 356</box>
page-content <box>16 95 1580 1845</box>
western-press-box-label: ΣΧΟΛΙΑ ΔΥΤΙΚΩΝ ΕΝΤΥΠΩΝ <box>399 445 669 462</box>
dateline: ΚΑΤΕΡΙΝΗ (του ανταποκριτή μας) <box>1349 637 1484 648</box>
article-fired-unionist <box>787 943 940 1018</box>
paragraph: Πλούσιες εκδηλώσεις έχει προγραμματίσει για το 8ο Φεστιβάλ ΚΝΕ-ΟΔΗΓΗΤΗ η προσωρινή Επιτροπή της Ν.Ε. Πιερίας της ΚΝΕ: <box>1349 650 1568 685</box>
lottery-line: 67841 69329 71322 74939 78565 <box>44 1804 190 1815</box>
center-row-press-photo <box>236 444 1318 922</box>
divider <box>236 433 1318 434</box>
police-section-header <box>959 1413 1318 1439</box>
paragraph: • Την Πέμπτη 15 Ιούλη στην πλατεία Ελευθερίας της Κατερίνης θα γίνει ρεσιτάλ τραγουδιού. <box>1349 690 1568 713</box>
brief-news-item: ΤΟ ΥΠΟΥΡΓΕΙΟ Χωροταξίας, Οικισμού και Περιβάλλοντος ανακοίνωσε ότι μέχρι τις 30 Ιούλη θα πρέπει να υποβληθούν οι αιτήσεις των ενδιαφερομένων για τις εργατικές κατοικίες της Νεάπολης Θεσσαλονίκης. <box>246 1322 409 1391</box>
divider <box>1339 560 1578 561</box>
article-body <box>18 1176 215 1287</box>
paragraph: Μετά την άρνηση του εργοδότη να ικανοποιήσει τα πιο βασικά αιτήματα των εργαζομένων, το Διοικητικό Συμβούλιο του σωματείου σε χτεσινή του συνεδρίαση αποφάσισε να συνεχιστούν οι στάσεις εργασίας. Έτσι οι εργαζόμενοι πραγματοποιούν σήμερα νέες στάσεις εργασίας και στις τρεις βάρδιες, ενώ οι οδηγοί κατεβαίνουν σε 4ωρες στάσεις στην πρωινή και απογευματινή βάρδια. <box>853 829 1318 915</box>
divider <box>18 1102 215 1103</box>
paragraph: ΘΕΣΣΑΛΟΝΙΚΗ (του ανταποκριτή μας). — Τραυματίστηκε σοβαρά στα λατομεία «Ένωση» του Ασβεστοχωρίου ο εργάτης Γ. Δημάκης, 31 χρόνων, όταν δούλευε στο πρεσάρισμα. Μεταφέρθηκε και νοσηλεύεται στο Νοσοκομείο ΑΧΕΠΑ. <box>787 1256 941 1338</box>
main-kicker: ΠΙΘΑΝΟΤΑΤΑ ΤΟ ΣΕΠΤΕΜΒΡΗ ΑΡΧΙΖΟΥΝ ΟΙ ΣΥΝΟΜΙΛΙΕΣ ΓΙΑ ΤΙΣ ΒΑΣΕΙΣ <box>236 95 1318 129</box>
paragraph: Σύμφωνα μ' όλες τις πληροφορίες που επιβεβαιώθηκαν, χτες, από τον κυβερνητικό εκπρόσωπο, οι ελληνοαμερικανικές διαπραγματεύσεις για τις βάσεις δεν θα αρχίσουν αυτό το μήνα, όπως προβλεπόταν αρχικά. <box>392 323 537 394</box>
article-not-hired <box>787 1359 940 1564</box>
